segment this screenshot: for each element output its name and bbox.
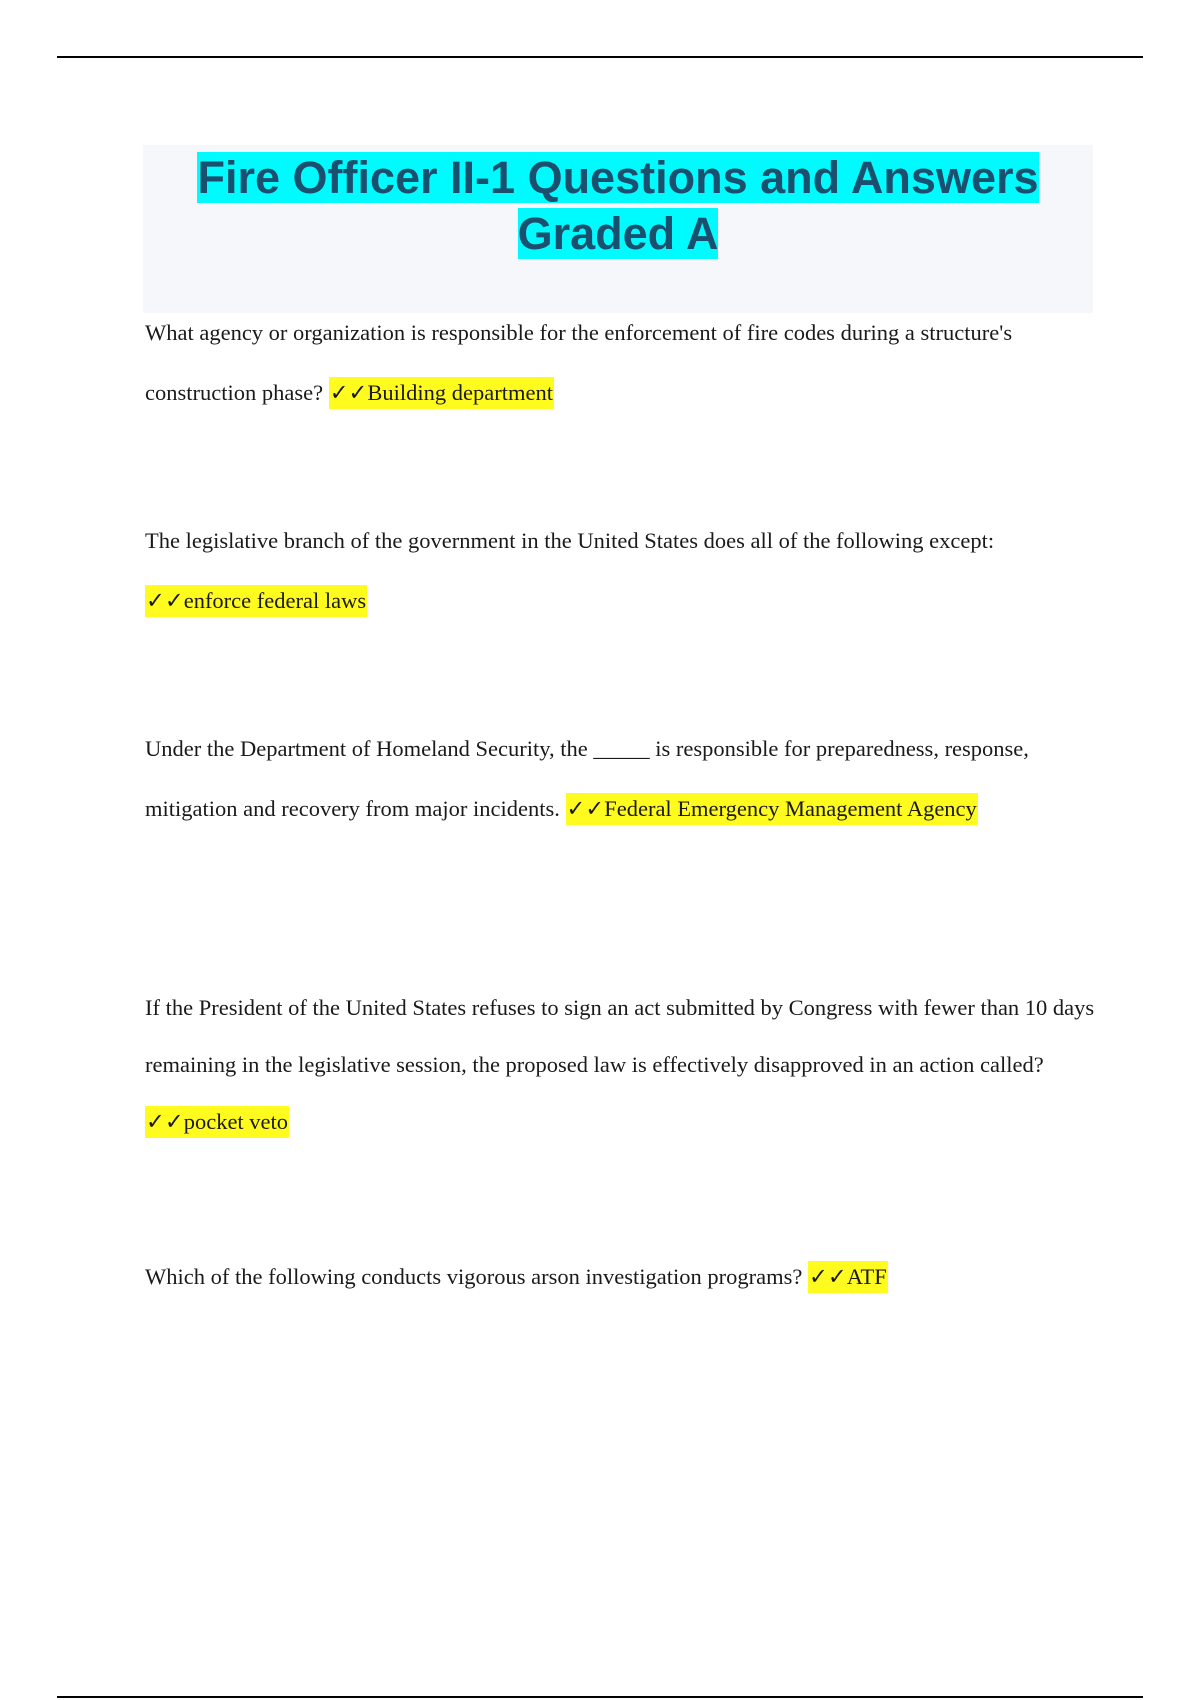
qa-item-3 bbox=[145, 719, 1095, 839]
page-bottom-rule bbox=[57, 1696, 1143, 1698]
title-line-1: Fire Officer II-1 Questions and Answers bbox=[197, 152, 1039, 203]
page-title bbox=[143, 145, 1093, 262]
title-block bbox=[143, 145, 1093, 313]
page-top-rule bbox=[57, 56, 1143, 58]
question-text: What agency or organization is responsible for the enforcement of fire codes during a structure's construction phase? bbox=[145, 320, 1013, 405]
qa-item-2 bbox=[145, 511, 1095, 631]
answer-highlight: ✓✓enforce federal laws bbox=[145, 585, 367, 617]
qa-item-4 bbox=[145, 979, 1095, 1150]
answer-highlight: ✓✓Federal Emergency Management Agency bbox=[566, 793, 978, 825]
qa-item-5 bbox=[145, 1247, 1095, 1307]
qa-item-1 bbox=[145, 303, 1095, 423]
title-line-2: Graded A bbox=[517, 208, 719, 259]
answer-highlight: ✓✓pocket veto bbox=[145, 1106, 289, 1138]
answer-highlight: ✓✓ATF bbox=[808, 1261, 888, 1293]
question-text: If the President of the United States refuses to sign an act submitted by Congress with fewer than 10 days remaining in the legislative session, the proposed law is effectively disapproved in an action called? bbox=[145, 995, 1095, 1077]
question-text: Under the Department of Homeland Security, the _____ is responsible for preparedness, response, mitigation and recovery from major incidents. bbox=[145, 736, 1029, 821]
question-text: Which of the following conducts vigorous arson investigation programs? bbox=[145, 1264, 803, 1289]
answer-highlight: ✓✓Building department bbox=[329, 377, 554, 409]
question-text: The legislative branch of the government in the United States does all of the following except: bbox=[145, 528, 995, 553]
